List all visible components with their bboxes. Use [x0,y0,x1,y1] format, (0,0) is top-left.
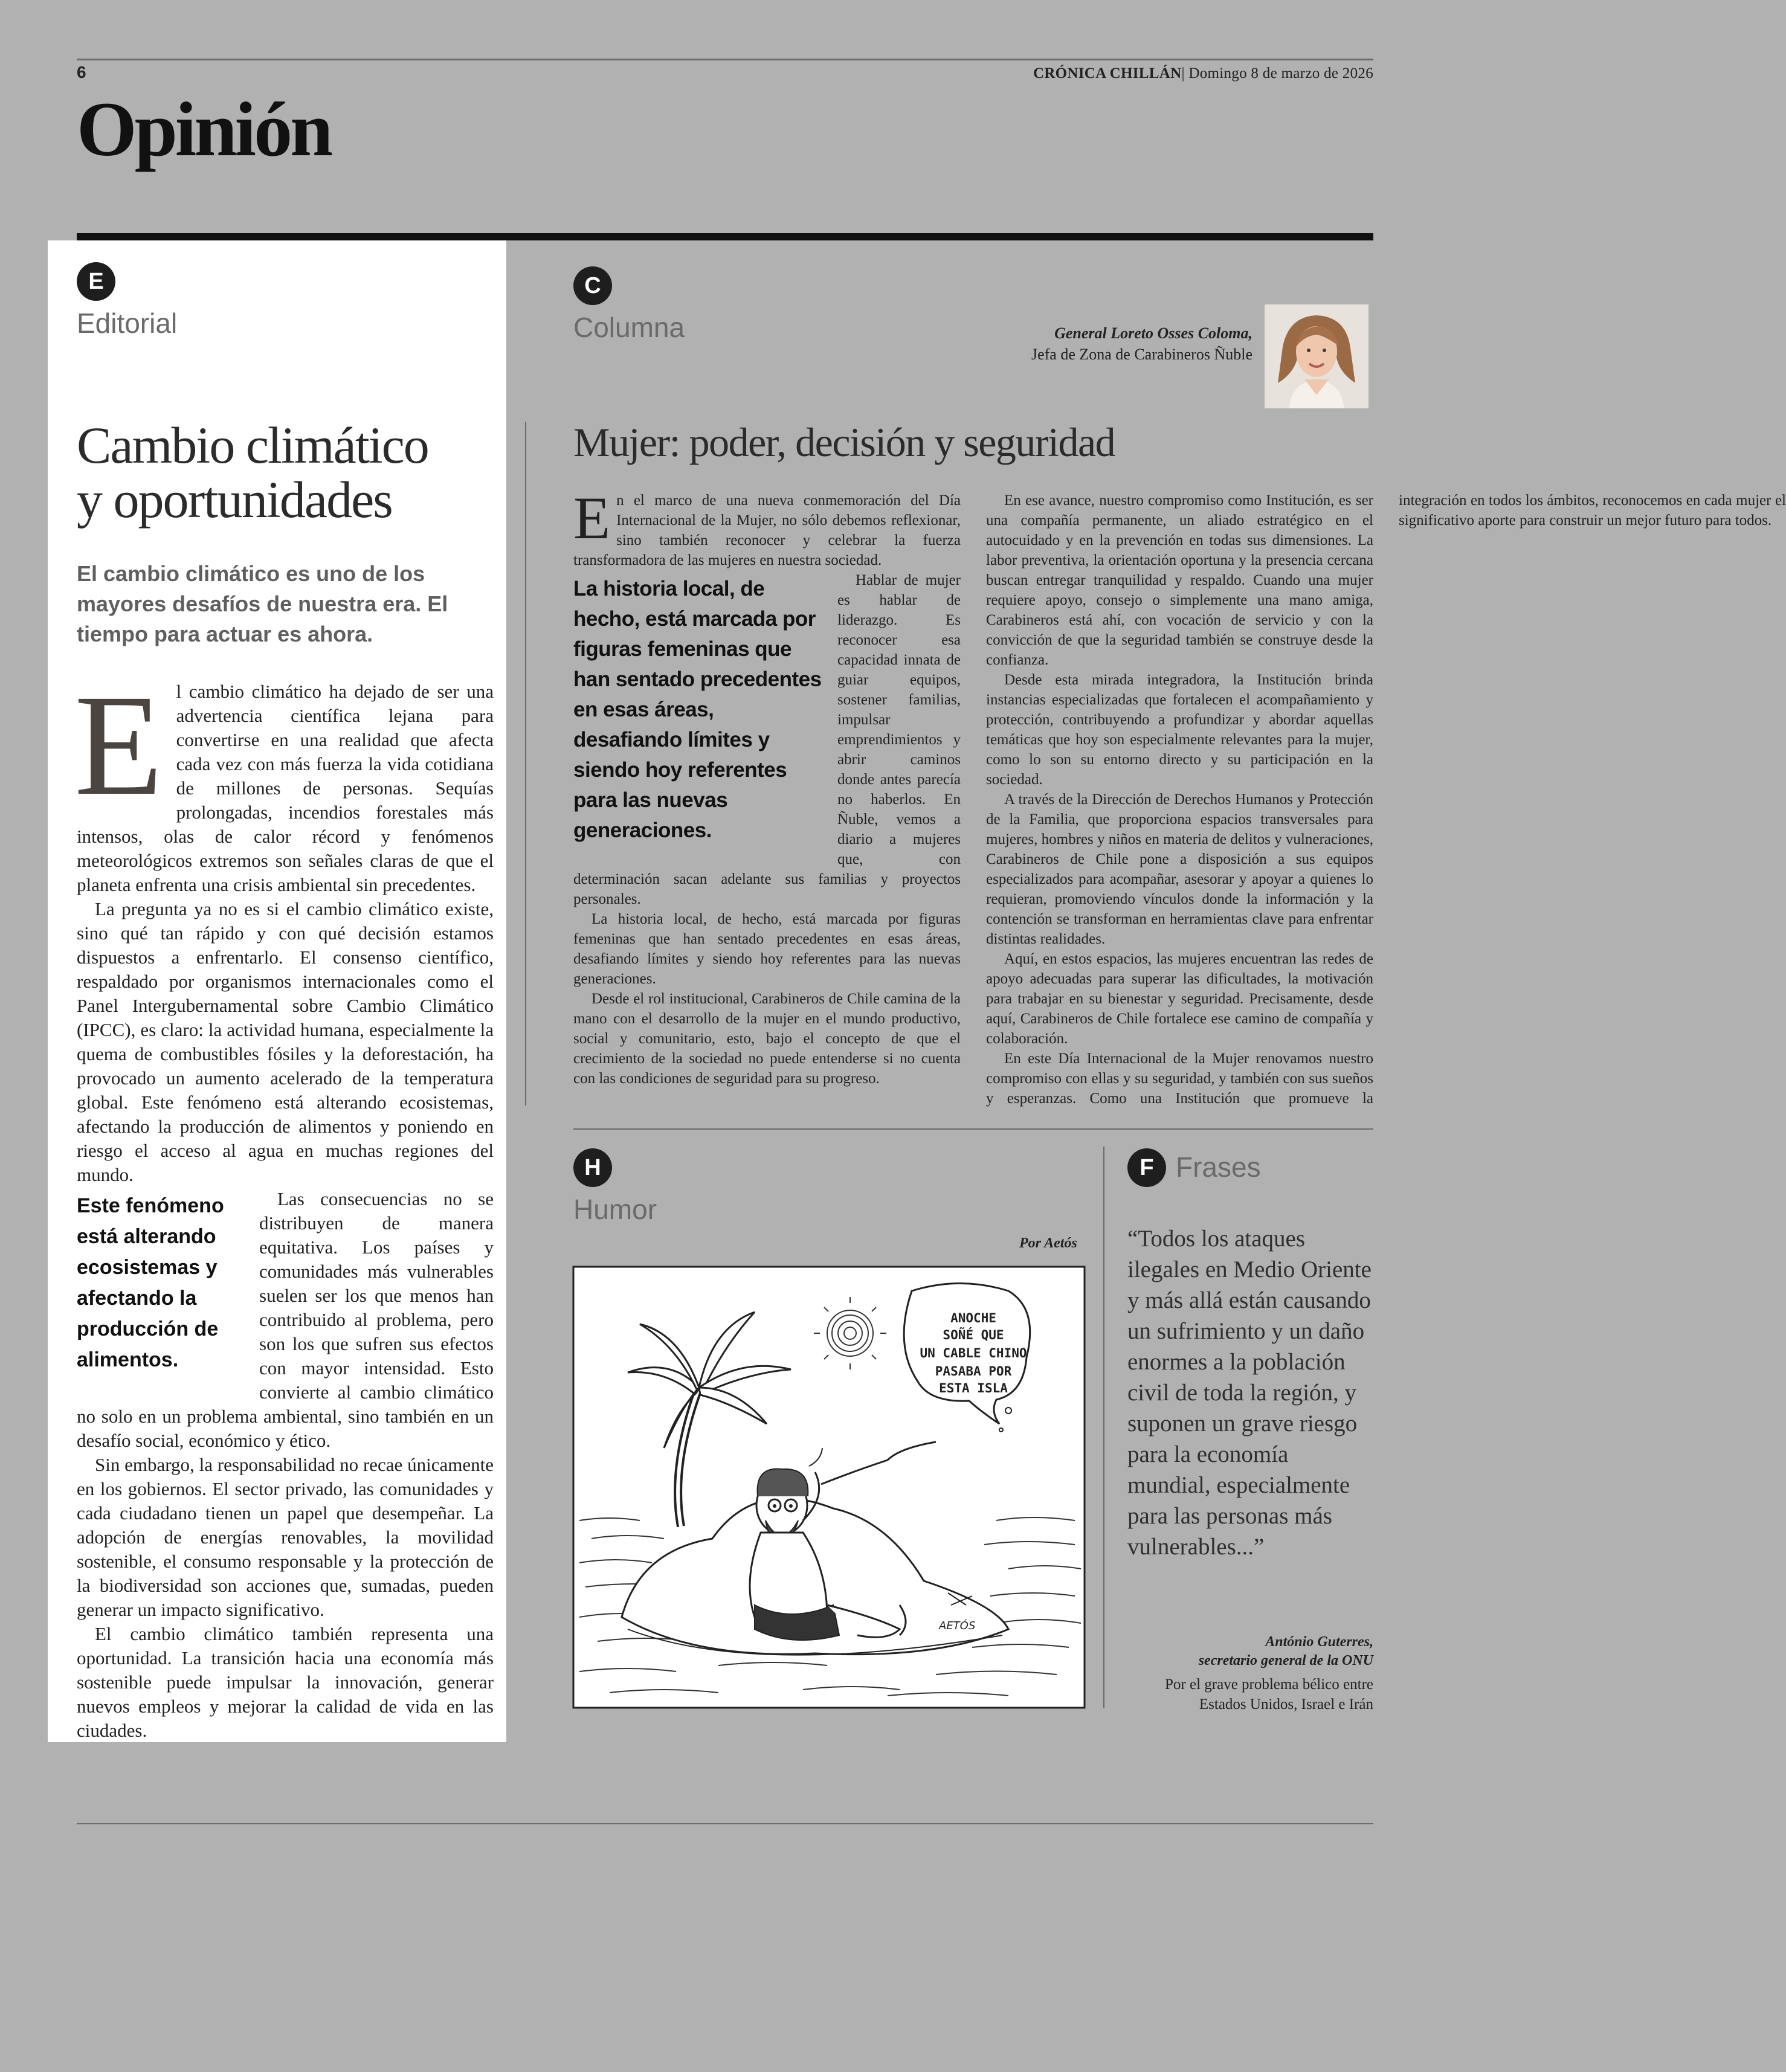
editorial-badge: E [77,262,115,301]
author-avatar [1265,304,1369,408]
column-author-name: General Loreto Osses Coloma, [1054,324,1252,342]
column-paragraph: En ese avance, nuestro compromiso como Institución, es ser una compañía permanente, un aliado estratégico en el autocuidado y en la prevención en todas sus dimensiones. La labor preventiva, la orientación oportuna y la presencia cercana buscan entregar tranquilidad y respaldo. Cuando una mujer requiere apoyo, consejo o simplemente una mano amiga, Carabineros está ahí, con vocación de servicio y con la convicción de que la seguridad también se construye desde la confianza. [986,492,1373,668]
island-cartoon-icon [573,1267,1085,1708]
cartoon-signature: AETÓS [939,1620,976,1632]
column-paragraph: A través de la Dirección de Derechos Humanos y Protección de la Familia, que proporciona espacios transversales para mujeres, hombres y niños en materia de delitos y vulneraciones, Carabineros de Chile pone a disposición a sus equipos especializados para acompañar, asesorar y apoyar a quienes lo requieran, promoviendo vínculos donde la información y la contención se transforman en herramientas clave para enfrentar distintas realidades. [986,791,1373,947]
column-label: Columna [573,312,685,343]
column-paragraph: En este Día Internacional de la Mujer renovamos nuestro compromiso con ellas y su seguridad, y también con sus sueños y esperanzas. Como una Institución que promueve la integración en todos los ámbitos, reconocemos en cada mujer el significativo aporte para construir un mejor futuro para todos. [986,492,1786,1107]
bubble-line-5: ESTA ISLA [939,1381,1008,1395]
author-portrait-icon [1265,304,1369,408]
frases-label: Frases [1176,1151,1261,1183]
section-rule [77,233,1373,240]
frases-context: Por el grave problema bélico entre Estados Unidos, Israel e Irán [1165,1676,1373,1713]
frases-author: António Guterres, [1265,1634,1373,1650]
column-headline: Mujer: poder, decisión y seguridad [573,419,1115,465]
column-badge: C [573,266,612,305]
middle-rule [573,1128,1373,1130]
page-number: 6 [77,63,86,82]
column-body [573,484,1786,1113]
newspaper-name: CRÓNICA CHILLÁN [1033,65,1182,82]
editorial-paragraph-text: l cambio climático ha dejado de ser una advertencia científica lejana para convertirse en una realidad que afecta cada vez con más fuerza la vida cotidiana de millones de personas. Sequías prolongadas, incendios forestales más intensos, olas de calor récord y fenómenos meteorológicos extremos son señales claras de que el planeta enfrenta una crisis ambiental sin precedentes. [77,681,494,895]
column-paragraph: Hablar de mujer es hablar de liderazgo. Es reconocer esa capacidad innata de guiar equipos, sostener familias, impulsar emprendimientos y abrir caminos donde antes parecía no haberlos. En Ñuble, vemos a diario a mujeres que, con determinación sacan adelante sus familias y proyectos personales. [573,572,961,907]
humor-badge: H [573,1148,612,1187]
column-author-role: Jefa de Zona de Carabineros Ñuble [1031,346,1252,363]
editorial-label: Editorial [77,307,178,339]
column-paragraph: Aquí, en estos espacios, las mujeres encuentran las redes de apoyo adecuadas para superar las dificultades, la motivación para trabajar en su bienestar y seguridad. Precisamente, desde aquí, Carabineros de Chile fortalece ese camino de compañía y colaboración. [986,951,1373,1047]
masthead [1033,65,1373,82]
editorial-headline [77,418,500,527]
section-title: Opinión [77,86,331,172]
editorial-body [74,664,494,1743]
editorial-paragraph: La pregunta ya no es si el cambio climático existe, sino qué tan rápido y con qué decisión estamos dispuestos a enfrentarlo. El consenso científico, respaldado por organismos internacionales como el Panel Intergubernamental sobre Cambio Climático (IPCC), es claro: la actividad humana, especialmente la quema de combustibles fósiles y la deforestación, ha provocado un aumento acelerado de la temperatura global. Este fenómeno está alterando ecosistemas, afectando la producción de alimentos y poniendo en riesgo el acceso al agua en muchas regiones del mundo. [77,898,494,1185]
column-divider [525,422,526,1105]
column-paragraph: La historia local, de hecho, está marcada por figuras femeninas que han sentado precedentes en esas áreas, desafiando límites y siendo hoy referentes para las nuevas generaciones. [573,911,961,987]
editorial-lead: El cambio climático es uno de los mayores desafíos de nuestra era. El tiempo para actuar es ahora. [77,561,448,646]
editorial-paragraph: El cambio climático también representa una oportunidad. La transición hacia una economía más sostenible puede impulsar la innovación, generar nuevos empleos y mejorar la calidad de vida en las ciudades. [77,1623,494,1741]
column-paragraph: Desde el rol institucional, Carabineros de Chile camina de la mano con el desarrollo de la mujer en el mundo productivo, social y comunitario, esto, bajo el concepto de que el crecimiento de la sociedad no puede entenderse si no cuenta con las condiciones de seguridad para su progreso. [573,991,961,1087]
bubble-line-3: UN CABLE CHINO [920,1346,1027,1360]
bottom-rule [77,1823,1373,1824]
editorial-headline-line1: Cambio climático [77,416,428,474]
editorial-paragraph: Las consecuencias no se distribuyen de manera equitativa. Los países y comunidades más vulnerables suelen ser los que menos han contribuido al problema, pero son los que sufren sus efectos con mayor intensidad. Esto convierte al cambio climático no solo en un problema ambiental, sino también en un desafío social, económico y ético. [77,1188,494,1451]
column-paragraph [573,484,961,570]
bubble-line-1: ANOCHE [950,1311,996,1325]
editorial-paragraph: Sin embargo, la responsabilidad no recae únicamente en los gobiernos. El sector privado, las comunidades y cada ciudadano tienen un papel que desempeñar. La adopción de energías renovables, la movilidad sostenible, el consumo responsable y la protección de la biodiversidad son acciones que, sumadas, pueden generar un impacto significativo. [77,1454,494,1620]
top-rule [77,59,1373,60]
column-pullquote: La historia local, de hecho, está marcada por figuras femeninas que han sentado precedentes en esas áreas, desafiando límites y siendo hoy referentes para las nuevas generaciones. [573,577,822,842]
editorial-pullquote: Este fenómeno está alterando ecosistemas y afectando la producción de alimentos. [77,1194,224,1371]
frases-author-role: secretario general de la ONU [1198,1653,1373,1668]
humor-byline: Por Aetós [1019,1235,1077,1251]
bubble-line-2: SOÑÉ QUE [943,1328,1004,1342]
editorial-dropcap: E [74,664,163,825]
column-dropcap: E [573,484,611,552]
issue-date: | Domingo 8 de marzo de 2026 [1181,65,1373,82]
editorial-headline-line2: y oportunidades [77,471,392,529]
frases-divider [1103,1147,1104,1708]
editorial-paragraph [74,664,494,897]
bubble-line-4: PASABA POR [935,1364,1012,1379]
humor-cartoon [573,1267,1085,1708]
column-paragraph: Desde esta mirada integradora, la Institución brinda instancias especializadas que fortalecen el acompañamiento y protección, contribuyendo a profundizar y abordar aquellas temáticas que hoy son especialmente relevantes para la mujer, como lo son su entorno directo y su participación en la sociedad. [986,672,1373,788]
frases-badge: F [1127,1148,1166,1187]
frases-quote: “Todos los ataques ilegales en Medio Oriente y más allá están causando un sufrimiento y un daño enormes a la población civil de toda la región, y suponen un grave riesgo para la economía mundial, especialmente para las personas más vulnerables...” [1127,1226,1372,1560]
humor-label: Humor [573,1194,657,1225]
column-paragraph-text: n el marco de una nueva conmemoración del Día Internacional de la Mujer, no sólo debemos reflexionar, sino también reconocer y celebrar la fuerza transformadora de las mujeres en nuestra sociedad. [573,492,961,568]
